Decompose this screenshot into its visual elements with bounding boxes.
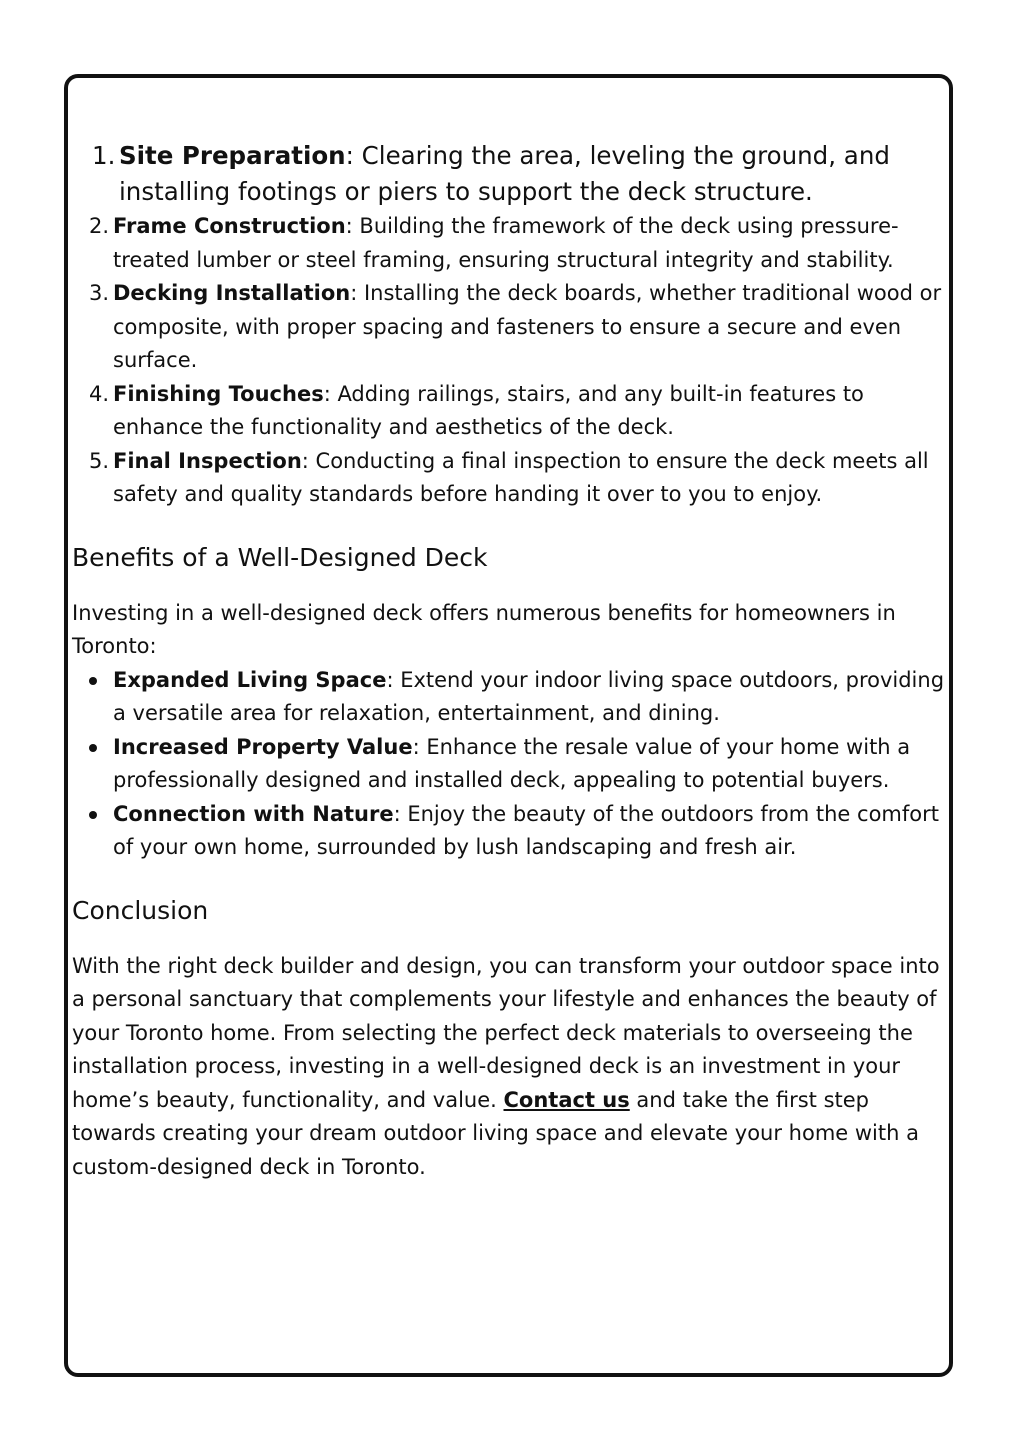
- benefit-text: : Extend your indoor living space outdoors, providing a versatile area for relaxation, entertainment, and dining.: [113, 667, 945, 725]
- conclusion-text: With the right deck builder and design, you can transform your outdoor space into a personal sanctuary that complements your lifestyle and enhances the beauty of your Toronto home. From selecting the perfect deck materials to overseeing the installation process, investing in a well-designed deck is an investment in your home’s beauty, functionality, and value.: [72, 953, 940, 1112]
- list-number: 1.: [92, 141, 116, 170]
- step-title: Finishing Touches: [113, 381, 324, 406]
- step-text: : Conducting a final inspection to ensure the deck meets all safety and quality standards before handing it over to you to enjoy.: [113, 448, 929, 506]
- list-number: 4.: [89, 381, 110, 406]
- step-title: Site Preparation: [119, 141, 346, 170]
- benefit-title: Connection with Nature: [113, 801, 394, 826]
- list-item: [72, 378, 952, 445]
- list-number: 5.: [89, 448, 110, 473]
- conclusion-paragraph: [72, 950, 952, 1185]
- benefits-intro: Investing in a well-designed deck offers numerous benefits for homeowners in Toronto:: [72, 600, 896, 658]
- step-title: Frame Construction: [113, 214, 346, 238]
- step-title: Final Inspection: [113, 448, 302, 473]
- conclusion-text-end: and take the first step towards creating your dream outdoor living space and elevate your home with a custom-designed deck in Toronto.: [72, 1087, 919, 1179]
- conclusion-heading: Conclusion: [72, 895, 209, 925]
- step-text: : Building the framework of the deck using pressure-treated lumber or steel framing, ensuring structural integrity and stability.: [113, 214, 899, 272]
- bullet-icon: [89, 677, 97, 685]
- document-content: [72, 138, 952, 1184]
- list-item: [72, 138, 952, 210]
- list-item: [72, 664, 952, 731]
- benefit-title: Increased Property Value: [113, 734, 413, 759]
- benefit-text: : Enhance the resale value of your home with a professionally designed and installed deck, appealing to potential buyers.: [113, 734, 911, 792]
- list-item: [72, 445, 952, 512]
- contact-us-link[interactable]: Contact us: [503, 1087, 630, 1112]
- step-text: : Clearing the area, leveling the ground, and installing footings or piers to support the deck structure.: [119, 141, 890, 206]
- step-text: : Installing the deck boards, whether traditional wood or composite, with proper spacing and fasteners to ensure a secure and even surface.: [113, 281, 942, 372]
- list-item: [72, 798, 952, 865]
- bullet-icon: [89, 811, 97, 819]
- benefit-title: Expanded Living Space: [113, 667, 387, 692]
- list-number: 3.: [89, 281, 110, 305]
- list-item: [72, 210, 952, 277]
- step-text: : Adding railings, stairs, and any built-in features to enhance the functionality and aesthetics of the deck.: [113, 381, 864, 439]
- list-item: [72, 277, 952, 378]
- bullet-icon: [89, 744, 97, 752]
- benefits-list: [72, 664, 952, 865]
- step-title: Decking Installation: [113, 281, 351, 305]
- list-number: 2.: [89, 214, 110, 238]
- list-item: [72, 731, 952, 798]
- benefit-text: : Enjoy the beauty of the outdoors from the comfort of your own home, surrounded by lush landscaping and fresh air.: [113, 801, 939, 859]
- steps-list: [72, 138, 952, 512]
- benefits-heading: Benefits of a Well-Designed Deck: [72, 542, 488, 572]
